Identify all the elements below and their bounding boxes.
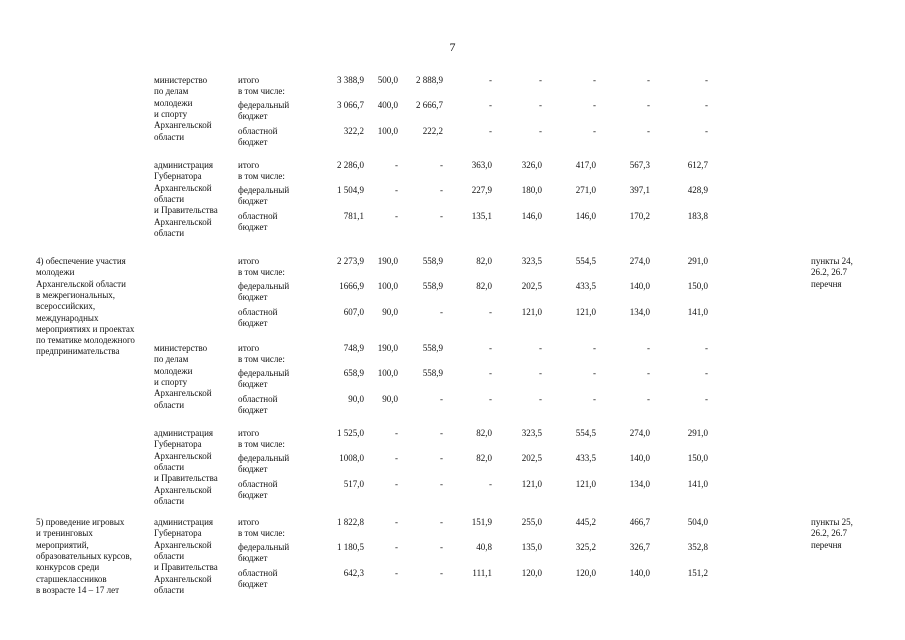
executor-line: и спорту: [154, 376, 188, 387]
amount-cell: -: [440, 394, 443, 404]
activity-description-line: по тематике молодежного: [36, 335, 135, 346]
amount-cell: 274,0: [629, 256, 650, 266]
amount-cell: 146,0: [521, 211, 542, 221]
activity-description-line: конкурсов среди: [36, 562, 100, 573]
executor-line: Архангельской: [154, 388, 212, 399]
funding-source-line: в том числе:: [238, 171, 285, 182]
executor-line: области: [154, 399, 185, 410]
amount-cell: -: [705, 343, 708, 353]
reference-note-line: перечня: [811, 539, 842, 550]
amount-cell: -: [440, 517, 443, 527]
funding-source-line: федеральный: [238, 281, 290, 291]
amount-cell: 433,5: [575, 281, 596, 291]
amount-cell: 500,0: [377, 75, 398, 85]
amount-cell: 417,0: [575, 160, 596, 170]
amount-cell: 150,0: [687, 453, 708, 463]
amount-cell: -: [440, 428, 443, 438]
funding-source-line: областной: [238, 126, 278, 136]
funding-source-line: в том числе:: [238, 86, 285, 97]
amount-cell: 466,7: [629, 517, 650, 527]
funding-source-line: итого: [238, 160, 260, 170]
activity-description-line: 4) обеспечение участия: [36, 256, 126, 266]
amount-cell: -: [593, 394, 596, 404]
funding-source-line: бюджет: [238, 553, 268, 564]
amount-cell: -: [647, 394, 650, 404]
amount-cell: -: [489, 479, 492, 489]
amount-cell: 2 273,9: [337, 256, 364, 266]
amount-cell: -: [593, 100, 596, 110]
amount-cell: 352,8: [687, 542, 708, 552]
activity-description-line: и тренинговых: [36, 528, 93, 539]
reference-note-line: 26.2, 26.7: [811, 267, 847, 278]
amount-cell: 150,0: [687, 281, 708, 291]
executor-line: Архангельской: [154, 539, 212, 550]
amount-cell: -: [593, 75, 596, 85]
funding-source-line: бюджет: [238, 137, 268, 148]
funding-source-line: бюджет: [238, 111, 268, 122]
amount-cell: 183,8: [687, 211, 708, 221]
reference-note-line: перечня: [811, 278, 842, 289]
amount-cell: -: [593, 126, 596, 136]
reference-note-line: 26.2, 26.7: [811, 528, 847, 539]
activity-description-line: мероприятиях и проектах: [36, 323, 135, 334]
executor-line: и Правительства: [154, 473, 218, 484]
amount-cell: 1 822,8: [337, 517, 364, 527]
amount-cell: 323,5: [521, 256, 542, 266]
funding-source-line: областной: [238, 479, 278, 489]
amount-cell: -: [489, 100, 492, 110]
amount-cell: -: [489, 307, 492, 317]
activity-description-line: 5) проведение игровых: [36, 517, 125, 527]
amount-cell: -: [395, 479, 398, 489]
funding-source-line: областной: [238, 307, 278, 317]
executor-line: области: [154, 495, 185, 506]
amount-cell: 255,0: [521, 517, 542, 527]
funding-source-line: областной: [238, 211, 278, 221]
amount-cell: -: [395, 453, 398, 463]
funding-source-line: бюджет: [238, 579, 268, 590]
amount-cell: 271,0: [575, 185, 596, 195]
amount-cell: 180,0: [521, 185, 542, 195]
amount-cell: 3 388,9: [337, 75, 364, 85]
amount-cell: 151,9: [471, 517, 492, 527]
amount-cell: 558,9: [422, 256, 443, 266]
amount-cell: 2 666,7: [416, 100, 443, 110]
amount-cell: -: [593, 343, 596, 353]
amount-cell: 1666,9: [339, 281, 364, 291]
amount-cell: 82,0: [476, 428, 492, 438]
amount-cell: 2 286,0: [337, 160, 364, 170]
activity-description-line: старшеклассников: [36, 573, 107, 584]
amount-cell: -: [539, 368, 542, 378]
executor-line: области: [154, 461, 185, 472]
activity-description-line: в возрасте 14 – 17 лет: [36, 584, 120, 595]
amount-cell: -: [539, 343, 542, 353]
funding-source-line: бюджет: [238, 464, 268, 475]
amount-cell: 433,5: [575, 453, 596, 463]
amount-cell: 146,0: [575, 211, 596, 221]
activity-description-line: всероссийских,: [36, 301, 96, 312]
executor-line: Архангельской: [154, 573, 212, 584]
amount-cell: 141,0: [687, 479, 708, 489]
executor-line: молодежи: [154, 97, 193, 108]
amount-cell: 612,7: [687, 160, 708, 170]
executor-line: администрация: [154, 428, 214, 438]
amount-cell: 607,0: [343, 307, 364, 317]
amount-cell: 400,0: [377, 100, 398, 110]
amount-cell: 363,0: [471, 160, 492, 170]
amount-cell: -: [489, 394, 492, 404]
amount-cell: 326,7: [629, 542, 650, 552]
amount-cell: 140,0: [629, 568, 650, 578]
funding-source-line: итого: [238, 343, 260, 353]
amount-cell: 120,0: [575, 568, 596, 578]
amount-cell: 3 066,7: [337, 100, 364, 110]
activity-description-line: Архангельской области: [36, 278, 126, 289]
executor-line: Архангельской: [154, 484, 212, 495]
executor-line: администрация: [154, 517, 214, 527]
amount-cell: 100,0: [377, 281, 398, 291]
executor-line: Архангельской: [154, 120, 212, 131]
funding-source-line: федеральный: [238, 185, 290, 195]
amount-cell: 1008,0: [339, 453, 364, 463]
funding-source-line: итого: [238, 428, 260, 438]
amount-cell: 567,3: [629, 160, 650, 170]
amount-cell: -: [440, 185, 443, 195]
amount-cell: 517,0: [343, 479, 364, 489]
funding-source-line: бюджет: [238, 292, 268, 303]
amount-cell: 1 525,0: [337, 428, 364, 438]
executor-line: министерство: [154, 75, 208, 85]
amount-cell: 445,2: [575, 517, 596, 527]
amount-cell: 323,5: [521, 428, 542, 438]
amount-cell: -: [539, 75, 542, 85]
amount-cell: -: [647, 100, 650, 110]
amount-cell: 100,0: [377, 126, 398, 136]
activity-description-line: в межрегиональных,: [36, 289, 116, 300]
amount-cell: 82,0: [476, 281, 492, 291]
executor-line: области: [154, 193, 185, 204]
amount-cell: 291,0: [687, 428, 708, 438]
amount-cell: -: [489, 368, 492, 378]
executor-line: Архангельской: [154, 450, 212, 461]
amount-cell: -: [489, 343, 492, 353]
amount-cell: 558,9: [422, 281, 443, 291]
executor-line: министерство: [154, 343, 208, 353]
amount-cell: 190,0: [377, 343, 398, 353]
amount-cell: -: [440, 160, 443, 170]
funding-source-line: бюджет: [238, 405, 268, 416]
executor-line: области: [154, 131, 185, 142]
amount-cell: 140,0: [629, 453, 650, 463]
amount-cell: 121,0: [521, 307, 542, 317]
amount-cell: 781,1: [343, 211, 364, 221]
amount-cell: 141,0: [687, 307, 708, 317]
reference-note-line: пункты 25,: [811, 517, 853, 527]
amount-cell: 202,5: [521, 281, 542, 291]
amount-cell: -: [440, 479, 443, 489]
amount-cell: 658,9: [343, 368, 364, 378]
amount-cell: 134,0: [629, 307, 650, 317]
executor-line: Архангельской: [154, 216, 212, 227]
amount-cell: 121,0: [575, 479, 596, 489]
amount-cell: 554,5: [575, 428, 596, 438]
amount-cell: 120,0: [521, 568, 542, 578]
funding-source-line: бюджет: [238, 196, 268, 207]
amount-cell: -: [705, 75, 708, 85]
executor-line: и спорту: [154, 108, 188, 119]
funding-source-line: в том числе:: [238, 267, 285, 278]
activity-description-line: предпринимательства: [36, 346, 120, 357]
executor-line: администрация: [154, 160, 214, 170]
funding-source-line: федеральный: [238, 542, 290, 552]
executor-line: и Правительства: [154, 205, 218, 216]
executor-line: области: [154, 584, 185, 595]
amount-cell: -: [647, 343, 650, 353]
amount-cell: 100,0: [377, 368, 398, 378]
funding-source-line: в том числе:: [238, 528, 285, 539]
amount-cell: -: [489, 126, 492, 136]
amount-cell: 554,5: [575, 256, 596, 266]
amount-cell: 1 504,9: [337, 185, 364, 195]
amount-cell: 397,1: [629, 185, 650, 195]
executor-line: Архангельской: [154, 182, 212, 193]
amount-cell: 82,0: [476, 256, 492, 266]
amount-cell: 227,9: [471, 185, 492, 195]
amount-cell: -: [395, 211, 398, 221]
amount-cell: 170,2: [629, 211, 650, 221]
executor-line: Губернатора: [154, 528, 202, 539]
amount-cell: 135,0: [521, 542, 542, 552]
amount-cell: 2 888,9: [416, 75, 443, 85]
amount-cell: 121,0: [521, 479, 542, 489]
amount-cell: -: [440, 568, 443, 578]
amount-cell: -: [705, 368, 708, 378]
amount-cell: 90,0: [348, 394, 364, 404]
funding-source-line: итого: [238, 256, 260, 266]
funding-source-line: в том числе:: [238, 354, 285, 365]
amount-cell: 135,1: [471, 211, 492, 221]
amount-cell: 274,0: [629, 428, 650, 438]
amount-cell: 504,0: [687, 517, 708, 527]
funding-source-line: областной: [238, 568, 278, 578]
funding-source-line: федеральный: [238, 368, 290, 378]
amount-cell: 90,0: [382, 307, 398, 317]
activity-description-line: молодежи: [36, 267, 75, 278]
amount-cell: -: [539, 126, 542, 136]
amount-cell: 190,0: [377, 256, 398, 266]
amount-cell: 428,9: [687, 185, 708, 195]
amount-cell: -: [705, 394, 708, 404]
funding-source-line: итого: [238, 75, 260, 85]
amount-cell: 558,9: [422, 368, 443, 378]
funding-source-line: федеральный: [238, 453, 290, 463]
amount-cell: 642,3: [343, 568, 364, 578]
funding-source-line: бюджет: [238, 490, 268, 501]
amount-cell: -: [705, 100, 708, 110]
amount-cell: 558,9: [422, 343, 443, 353]
executor-line: молодежи: [154, 365, 193, 376]
amount-cell: 82,0: [476, 453, 492, 463]
amount-cell: 1 180,5: [337, 542, 364, 552]
amount-cell: -: [539, 394, 542, 404]
executor-line: области: [154, 227, 185, 238]
amount-cell: 40,8: [476, 542, 492, 552]
executor-line: по делам: [154, 354, 189, 365]
amount-cell: -: [440, 211, 443, 221]
executor-line: Губернатора: [154, 171, 202, 182]
amount-cell: 111,1: [472, 568, 492, 578]
funding-source-line: бюджет: [238, 222, 268, 233]
amount-cell: -: [539, 100, 542, 110]
funding-source-line: федеральный: [238, 100, 290, 110]
amount-cell: -: [395, 185, 398, 195]
activity-description-line: международных: [36, 312, 99, 323]
amount-cell: 748,9: [343, 343, 364, 353]
funding-source-line: бюджет: [238, 379, 268, 390]
amount-cell: 291,0: [687, 256, 708, 266]
executor-line: Губернатора: [154, 439, 202, 450]
amount-cell: 222,2: [422, 126, 443, 136]
funding-source-line: итого: [238, 517, 260, 527]
funding-source-line: бюджет: [238, 318, 268, 329]
activity-description-line: образовательных курсов,: [36, 550, 132, 561]
amount-cell: -: [395, 568, 398, 578]
amount-cell: -: [395, 428, 398, 438]
amount-cell: 325,2: [575, 542, 596, 552]
amount-cell: -: [647, 368, 650, 378]
amount-cell: 326,0: [521, 160, 542, 170]
amount-cell: -: [440, 307, 443, 317]
amount-cell: -: [705, 126, 708, 136]
amount-cell: 134,0: [629, 479, 650, 489]
amount-cell: -: [440, 542, 443, 552]
amount-cell: 121,0: [575, 307, 596, 317]
funding-source-line: областной: [238, 394, 278, 404]
amount-cell: 322,2: [343, 126, 364, 136]
amount-cell: 151,2: [687, 568, 708, 578]
activity-description-line: мероприятий,: [36, 539, 89, 550]
funding-source-line: в том числе:: [238, 439, 285, 450]
amount-cell: -: [440, 453, 443, 463]
amount-cell: -: [489, 75, 492, 85]
executor-line: и Правительства: [154, 562, 218, 573]
amount-cell: -: [395, 517, 398, 527]
amount-cell: -: [647, 75, 650, 85]
amount-cell: 90,0: [382, 394, 398, 404]
amount-cell: -: [395, 542, 398, 552]
amount-cell: -: [395, 160, 398, 170]
executor-line: области: [154, 550, 185, 561]
amount-cell: -: [647, 126, 650, 136]
executor-line: по делам: [154, 86, 189, 97]
reference-note-line: пункты 24,: [811, 256, 853, 266]
amount-cell: -: [593, 368, 596, 378]
page-number: 7: [449, 40, 456, 54]
amount-cell: 202,5: [521, 453, 542, 463]
amount-cell: 140,0: [629, 281, 650, 291]
